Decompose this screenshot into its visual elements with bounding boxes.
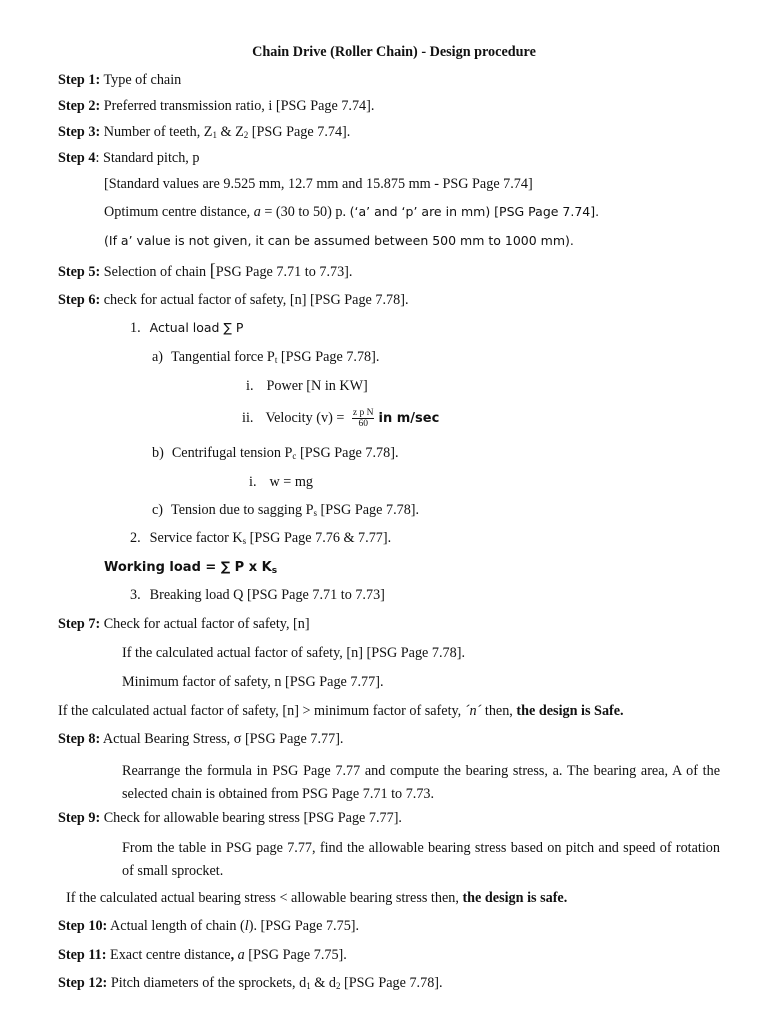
velocity: ii. Velocity (v) = $\frac{\text{z p N}}{60}$ in m/sec bbox=[242, 408, 440, 429]
sagging-tension: c) Tension due to sagging $P_s$ [PSG Page 7.78]. bbox=[152, 502, 420, 518]
tangential-force: a) Tangential force $P_t$ [PSG Page 7.78]. bbox=[152, 349, 380, 365]
centrifugal-tension: b) Centrifugal tension $P_c$ [PSG Page 7.78]. bbox=[152, 445, 399, 461]
step-8: Step 8: Actual Bearing Stress, σ [PSG Page 7.77]. bbox=[58, 731, 344, 747]
step-6: Step 6: check for actual factor of safety, [n] [PSG Page 7.78]. bbox=[58, 292, 409, 308]
page-title: Chain Drive (Roller Chain) - Design procedure bbox=[252, 44, 536, 60]
working-load: Working load = ∑ P x $K_s$ bbox=[104, 560, 278, 576]
step-12: Step 12: Pitch diameters of the sprockets, $d_1$ & $d_2$ [PSG Page 7.78]. bbox=[58, 975, 443, 991]
breaking-load: 3. Breaking load Q [PSG Page 7.71 to 7.73] bbox=[130, 587, 385, 603]
optimum-centre-distance: Optimum centre distance, a = (30 to 50) p. (‘a’ and ‘p’ are in mm) [PSG Page 7.74]. bbox=[104, 204, 600, 220]
power: i. Power [N in KW] bbox=[246, 378, 368, 394]
allowable-stress-paragraph: From the table in PSG page 7.77, find the allowable bearing stress based on pitch and speed of rotation of small sprocket. bbox=[122, 840, 720, 879]
minimum-factor-of-safety: Minimum factor of safety, n [PSG Page 7.77]. bbox=[122, 674, 384, 690]
service-factor: 2. Service factor $K_s$ [PSG Page 7.76 & 7.77]. bbox=[130, 530, 392, 546]
standard-values-note: [Standard values are 9.525 mm, 12.7 mm and 15.875 mm - PSG Page 7.74] bbox=[104, 176, 533, 192]
weight-formula: i. w = mg bbox=[249, 474, 313, 490]
bearing-condition: If the calculated actual bearing stress < allowable bearing stress then, the design is safe. bbox=[66, 890, 568, 906]
actual-load: 1. Actual load ∑ P bbox=[130, 320, 244, 336]
default-centre-distance-note: (If a’ value is not given, it can be assumed between 500 mm to 1000 mm). bbox=[104, 233, 574, 248]
step-2: Step 2: Preferred transmission ratio, i [PSG Page 7.74]. bbox=[58, 98, 375, 114]
safety-condition: If the calculated actual factor of safety, [n] > minimum factor of safety, ´n´ then, the design is Safe. bbox=[58, 703, 624, 719]
step-4: Step 4: Standard pitch, p bbox=[58, 150, 200, 166]
step-7: Step 7: Check for actual factor of safety, [n] bbox=[58, 616, 310, 632]
step-10: Step 10: Actual length of chain (l). [PSG Page 7.75]. bbox=[58, 918, 360, 934]
step-3: Step 3: Number of teeth, $Z_1$ & $Z_2$ [PSG Page 7.74]. bbox=[58, 124, 351, 140]
step-11: Step 11: Exact centre distance, a [PSG Page 7.75]. bbox=[58, 947, 347, 963]
step-1: Step 1: Type of chain bbox=[58, 72, 182, 88]
step-9: Step 9: Check for allowable bearing stress [PSG Page 7.77]. bbox=[58, 810, 402, 826]
calculated-factor-of-safety: If the calculated actual factor of safety, [n] [PSG Page 7.78]. bbox=[122, 645, 465, 661]
velocity-fraction: $\frac{\text{z p N}}{60}$ bbox=[352, 408, 374, 429]
bearing-stress-paragraph: Rearrange the formula in PSG Page 7.77 and compute the bearing stress, a. The bearing area, A of the selected chain is obtained from PSG Page 7.71 to 7.73. bbox=[122, 763, 720, 802]
step-5: Step 5: Selection of chain [PSG Page 7.71 to 7.73]. bbox=[58, 260, 353, 280]
